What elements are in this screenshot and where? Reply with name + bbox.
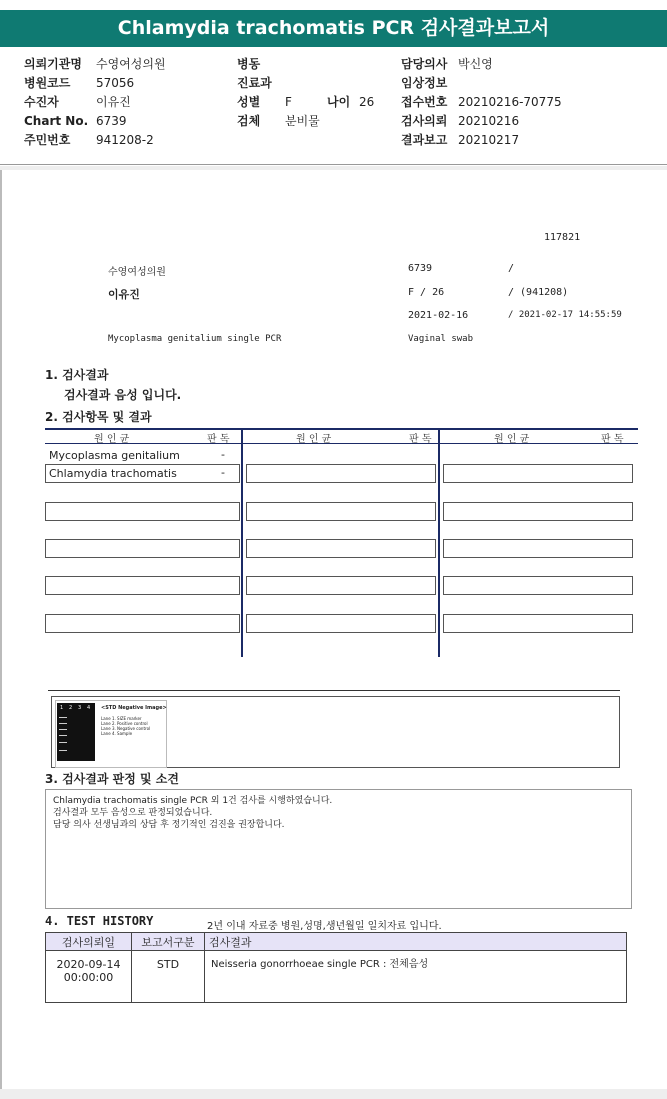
table-divider-2 xyxy=(438,428,440,657)
label-receipt-no: 접수번호 xyxy=(401,95,448,109)
value-receipt-no: 20210216-70775 xyxy=(458,95,562,109)
label-hospital-code: 병원코드 xyxy=(24,76,71,90)
item-result-2: - xyxy=(221,466,225,479)
result-cell-r2c3 xyxy=(443,502,633,521)
label-doctor: 담당의사 xyxy=(401,57,448,71)
report-test-name: Mycoplasma genitalium single PCR xyxy=(108,334,282,344)
result-cell-r5c1 xyxy=(45,614,240,633)
col-pathogen-1: 원 인 균 xyxy=(94,434,130,445)
label-ward: 병동 xyxy=(237,57,261,71)
result-cell-r3c3 xyxy=(443,539,633,558)
label-sex: 성별 xyxy=(237,95,261,109)
report-sex-age: F / 26 xyxy=(408,287,445,298)
marker-band xyxy=(59,750,67,751)
col-pathogen-3: 원 인 균 xyxy=(494,434,530,445)
marker-band xyxy=(59,723,67,724)
value-report-date: 20210217 xyxy=(458,133,520,147)
header-col-2 xyxy=(237,55,374,131)
item-name-2: Chlamydia trachomatis xyxy=(49,467,177,480)
value-resident-no: 941208-2 xyxy=(96,133,154,147)
history-table xyxy=(45,932,627,1003)
gel-legend xyxy=(101,716,150,736)
label-resident-no: 주민번호 xyxy=(24,133,71,147)
gel-electrophoresis-image xyxy=(57,703,95,761)
report-id: 117821 xyxy=(544,232,581,243)
history-date xyxy=(46,951,132,1003)
item-result-1: - xyxy=(221,448,225,461)
history-note: 2년 이내 자료중 병원,성명,생년월일 일치자료 입니다. xyxy=(207,921,442,932)
lane-label-4: 4 xyxy=(87,705,91,711)
result-cell-r1c3 xyxy=(443,464,633,483)
label-clinical-info: 임상정보 xyxy=(401,76,448,90)
opinion-line: 검사결과 모두 음성으로 판정되었습니다. xyxy=(53,808,213,818)
history-header-row xyxy=(46,933,627,951)
opinion-line: 담당 의사 선생님과의 상담 후 정기적인 검진을 권장합니다. xyxy=(53,820,285,830)
label-institution: 의뢰기관명 xyxy=(24,57,82,71)
col-result-2: 판 독 xyxy=(409,434,432,445)
value-specimen: 분비물 xyxy=(285,114,320,128)
value-patient: 이유진 xyxy=(96,95,131,109)
label-department: 진료과 xyxy=(237,76,272,90)
result-cell-r3c2 xyxy=(246,539,436,558)
history-header-type: 보고서구분 xyxy=(132,933,205,951)
result-cell-r2c2 xyxy=(246,502,436,521)
item-name-1: Mycoplasma genitalium xyxy=(49,449,180,462)
report-received: 2021-02-16 xyxy=(408,310,469,321)
lane-label-3: 3 xyxy=(78,705,82,711)
result-cell-r4c1 xyxy=(45,576,240,595)
value-chart-no: 6739 xyxy=(96,114,127,128)
header-divider xyxy=(0,164,667,165)
gel-legend-item: Lane 2. Positive control xyxy=(101,721,148,726)
marker-band xyxy=(59,735,67,736)
value-age: 26 xyxy=(359,95,375,109)
gel-legend-item: Lane 4. Sample xyxy=(101,731,133,736)
marker-band xyxy=(59,742,67,743)
history-date-time: 00:00:00 xyxy=(63,971,114,984)
section2-title: 2. 검사항목 및 결과 xyxy=(45,410,152,424)
opinion-line: Chlamydia trachomatis single PCR 외 1건 검사를 시행하였습니다. xyxy=(53,796,333,806)
report-clinic: 수영여성의원 xyxy=(108,267,166,278)
col-pathogen-2: 원 인 균 xyxy=(296,434,332,445)
marker-band xyxy=(59,717,67,718)
report-specimen: Vaginal swab xyxy=(408,334,474,344)
value-doctor: 박신영 xyxy=(458,57,493,71)
section3-title: 3. 검사결과 판정 및 소견 xyxy=(45,772,179,786)
col-result-1: 판 독 xyxy=(207,434,230,445)
value-institution: 수영여성의원 xyxy=(96,57,166,71)
result-cell-r3c1 xyxy=(45,539,240,558)
history-header-date: 검사의뢰일 xyxy=(46,933,132,951)
report-reported: / 2021-02-17 14:55:59 xyxy=(508,310,622,320)
result-cell-r5c3 xyxy=(443,614,633,633)
result-cell-r5c2 xyxy=(246,614,436,633)
history-type: STD xyxy=(132,951,205,1003)
section1-title: 1. 검사결과 xyxy=(45,368,109,382)
label-chart-no: Chart No. xyxy=(24,114,89,128)
result-cell-r4c2 xyxy=(246,576,436,595)
lane-label-2: 2 xyxy=(69,705,73,711)
history-date-day: 2020-09-14 xyxy=(56,958,121,971)
header-col-3 xyxy=(401,55,562,150)
lane-label-1: 1 xyxy=(60,705,64,711)
label-request-date: 검사의뢰 xyxy=(401,114,448,128)
table-row xyxy=(46,951,627,1003)
gel-image-title: <STD Negative Image> xyxy=(101,705,167,711)
history-header-result: 검사결과 xyxy=(205,933,627,951)
label-specimen: 검체 xyxy=(237,114,261,128)
section4-title: 4. TEST HISTORY xyxy=(45,914,154,928)
marker-band xyxy=(59,729,67,730)
report-title: Chlamydia trachomatis PCR 검사결과보고서 xyxy=(0,10,667,47)
value-request-date: 20210216 xyxy=(458,114,520,128)
label-age: 나이 xyxy=(327,95,351,109)
table-top-line xyxy=(45,428,638,430)
report-slash: / xyxy=(508,263,515,274)
table-header-line xyxy=(45,443,638,444)
result-cell-r4c3 xyxy=(443,576,633,595)
header-col-1 xyxy=(24,55,166,150)
label-report-date: 결과보고 xyxy=(401,133,448,147)
label-patient: 수진자 xyxy=(24,95,59,109)
history-result: Neisseria gonorrhoeae single PCR : 전체음성 xyxy=(205,951,627,1003)
result-cell-r2c1 xyxy=(45,502,240,521)
result-cell-r1c2 xyxy=(246,464,436,483)
report-patient: 이유진 xyxy=(108,288,140,301)
gel-legend-item: Lane 3. Negative control xyxy=(101,726,151,731)
opinion-text xyxy=(53,795,332,831)
table-divider-1 xyxy=(241,428,243,657)
gel-legend-item: Lane 1. SIZE marker xyxy=(101,716,142,721)
report-header xyxy=(0,0,667,166)
value-hospital-code: 57056 xyxy=(96,76,135,90)
value-sex: F xyxy=(285,95,292,109)
image-panel-top-line xyxy=(48,690,620,691)
col-result-3: 판 독 xyxy=(601,434,624,445)
section1-text: 검사결과 음성 입니다. xyxy=(64,388,182,402)
report-chart: 6739 xyxy=(408,263,433,274)
report-birth: / (941208) xyxy=(508,287,569,298)
